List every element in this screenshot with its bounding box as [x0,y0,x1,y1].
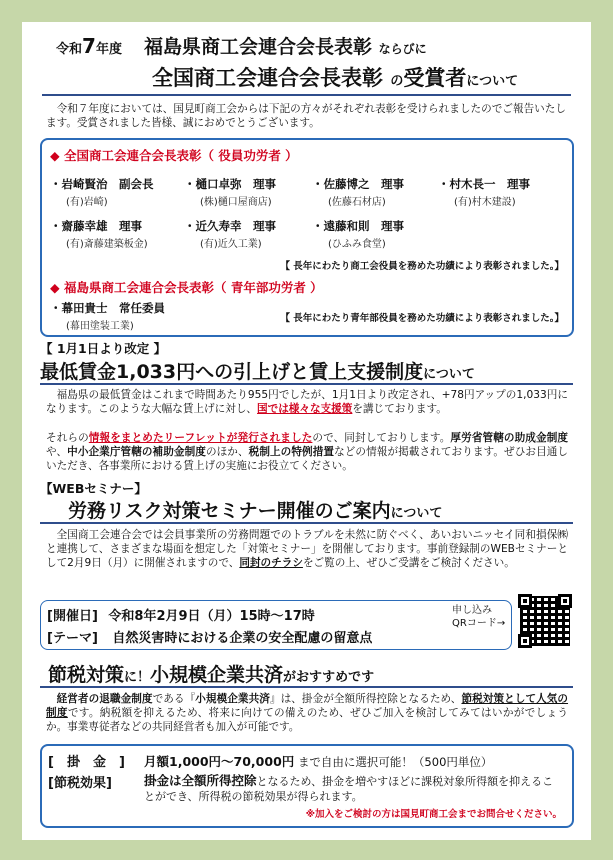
wage-p2-mid3: のほか、 [205,446,249,459]
tax-p1-ul: 節税対策として人気の制度 [46,693,569,720]
tax-p1-a: である『 [152,693,196,705]
wage-title-main: 最低賃金1,033円への引上げと賃上支援制度 [40,361,424,383]
tax-p1-b: 』は、掛金が全額所得控除となるため、 [269,693,462,705]
wage-title [40,357,475,384]
company-higuchi: (株)樋口屋商店) [200,197,272,208]
tax-kakekin-label: [ 掛 金 ] [48,755,125,770]
company-sato: (佐藤石材店) [328,197,386,208]
seminar-theme-label: [テーマ] [47,631,98,646]
seminar-info-box [40,600,512,650]
qr-caption-line1: 申し込み [452,605,492,616]
seminar-date-value: 令和8年2月9日（月）15時～17時 [108,609,315,624]
company-makuta: (幕田塗装工業) [66,321,134,332]
company-chikahisa: (有)近久工業) [200,239,262,250]
tax-p1-c: です。納税額を抑えるため、将来に向けての備えのため、ぜひご加入を検討してみてはいかがでしょうか。事業専従者などの共同経営者も加入が可能です。 [46,707,568,734]
award2-title: 全国商工会連合会長表彰 [152,66,383,90]
qr-caption [452,604,505,630]
tax-kakekin-row [144,752,492,770]
year-suffix: 年度 [95,42,122,57]
tax-effect-bold: 掛金は全額所得控除 [144,773,257,788]
narabini: ならびに [378,42,427,56]
tax-kakekin-rest: まで自由に選択可能！（500円単位） [297,755,493,769]
pref-award-title: ◆ 福島県商工会連合会長表彰（ 青年部功労者 ） [50,280,323,295]
intro-text: 令和７年度においては、国見町商工会からは下記の方々がそれぞれ表彰を受けられましたのでご報告いたします。受賞されました皆様、誠におめでとうございます。 [46,103,566,130]
tax-effect-row [144,773,564,804]
wage-p1-red: 国では様々な支援策 [257,403,353,416]
tax-p1-bold: 経営者の退職金制度 [56,693,153,705]
company-saito: (有)斎藤建築板金) [66,239,148,250]
tax-info-box [40,744,574,828]
wage-paragraph1 [46,388,568,416]
tax-title-d: がおすすめです [283,670,375,685]
tax-footnote: ※加入をご検討の方は国見町商工会までお問合せください。 [305,809,562,820]
member-sato: ・ 佐藤博之 理事 [312,176,404,192]
member-saito: ・ 齋藤幸雄 理事 [50,218,142,234]
seminar-p1-end: をご覧の上、ぜひご受講をご検討ください。 [302,557,515,570]
tax-effect-rest: となるため、掛金を増やすほどに課税対象所得額を抑えることができ、所得税の節税効果が得られます。 [144,775,554,803]
tax-title-b: に！ [124,670,151,685]
seminar-paragraph [46,528,568,571]
member-makuta: ・ 幕田貴士 常任委員 [50,300,165,316]
seminar-p1: 全国商工会連合会では会員事業所の労務問題でのトラブルを未然に防ぐべく、あいおいニッセイ同和損保㈱と連携して、さまざまな場面を想定した「対策セミナー」を開催しております。事前登録制のWEBセミナーとして2月9日（月）に開催されますので、 [46,529,568,570]
wage-p2-bold3: 税制上の特例措置 [248,446,335,459]
seminar-theme-value: 自然災害時における企業の安全配慮の留意点 [112,631,373,646]
wage-p2-mid2: や、 [46,446,68,459]
qr-code-icon[interactable] [518,594,572,648]
seminar-date-label: [開催日] [47,609,98,624]
wage-p2-bold1: 厚労省管轄の助成金制度 [450,432,568,444]
company-muraki: (有)村木建設) [454,197,516,208]
wage-title-suffix: について [423,367,475,382]
awards-box [40,138,574,337]
company-iwasaki: (有)岩崎) [66,197,108,208]
member-chikahisa: ・ 近久寿幸 理事 [184,218,276,234]
header-nitsuite: について [466,74,519,89]
seminar-title-suffix: について [390,506,443,521]
wage-p2-mid: ので、同封しておりします。 [312,432,451,444]
year-prefix: 令和 [56,42,83,57]
seminar-theme-row [47,627,372,646]
wage-p2-start: それらの [46,432,89,444]
document-page [22,22,591,840]
tax-title-a: 節税対策 [48,664,125,686]
seminar-rule [40,522,573,524]
seminar-tag: 【WEBセミナー】 [40,481,147,496]
header-line2 [152,62,518,92]
header-no: の [390,74,404,89]
wage-p1-end: を講じております。 [352,403,447,416]
member-iwasaki: ・ 岩崎賢治 副会長 [50,176,154,192]
national-award-title: ◆ 全国商工会連合会長表彰（ 役員功労者 ） [50,148,298,163]
tax-p1-bold2: 小規模企業共済 [195,693,270,705]
member-muraki: ・ 村木長一 理事 [438,176,530,192]
member-higuchi: ・ 樋口卓弥 理事 [184,176,276,192]
tax-title-c: 小規模企業共済 [150,664,284,686]
tax-paragraph [46,692,568,735]
tax-effect-label: [節税効果] [48,776,112,791]
member-endo: ・ 遠藤和則 理事 [312,218,404,234]
national-award-note: 【 長年にわたり商工会役員を務めた功績により表彰されました。】 [280,261,564,272]
seminar-date-row [47,605,315,624]
company-endo: (ひふみ食堂) [328,239,386,250]
seminar-p1-ul: 同封のチラシ [239,557,303,570]
tax-rule [40,686,573,688]
seminar-title-main: 労務リスク対策セミナー開催のご案内 [68,500,391,522]
wage-p1: 福島県の最低賃金はこれまで時間あたり955円でしたが、1月1日より改定され、+78円アップの1,033円になります。このような大幅な賃上げに対し、 [46,389,568,416]
header-jushosha: 受賞者 [403,66,467,90]
wage-paragraph2 [46,431,568,474]
pref-award-note: 【 長年にわたり青年部役員を務めた功績により表彰されました。】 [280,313,564,324]
year-number: 7 [82,34,96,58]
award1-title: 福島県商工会連合会長表彰 [144,36,373,58]
header-year [56,34,122,58]
tax-kakekin-bold: 月額1,000円～70,000円 [144,754,295,769]
tax-title [48,660,374,687]
header-rule [42,94,571,96]
qr-caption-line2: QRコード→ [452,618,506,629]
header-line1 [144,32,427,59]
wage-p2-end: などの情報が掲載されております。ぜひお目通しいただき、各事業所における賃上げの実施にお役立てください。 [46,446,569,473]
wage-p2-bold2: 中小企業庁管轄の補助金制度 [67,446,206,459]
wage-rule [40,383,573,385]
wage-p2-red: 情報をまとめたリーフレットが発行されました [88,432,313,444]
wage-tag: 【 1月1日より改定 】 [40,341,167,356]
seminar-title [68,496,442,523]
